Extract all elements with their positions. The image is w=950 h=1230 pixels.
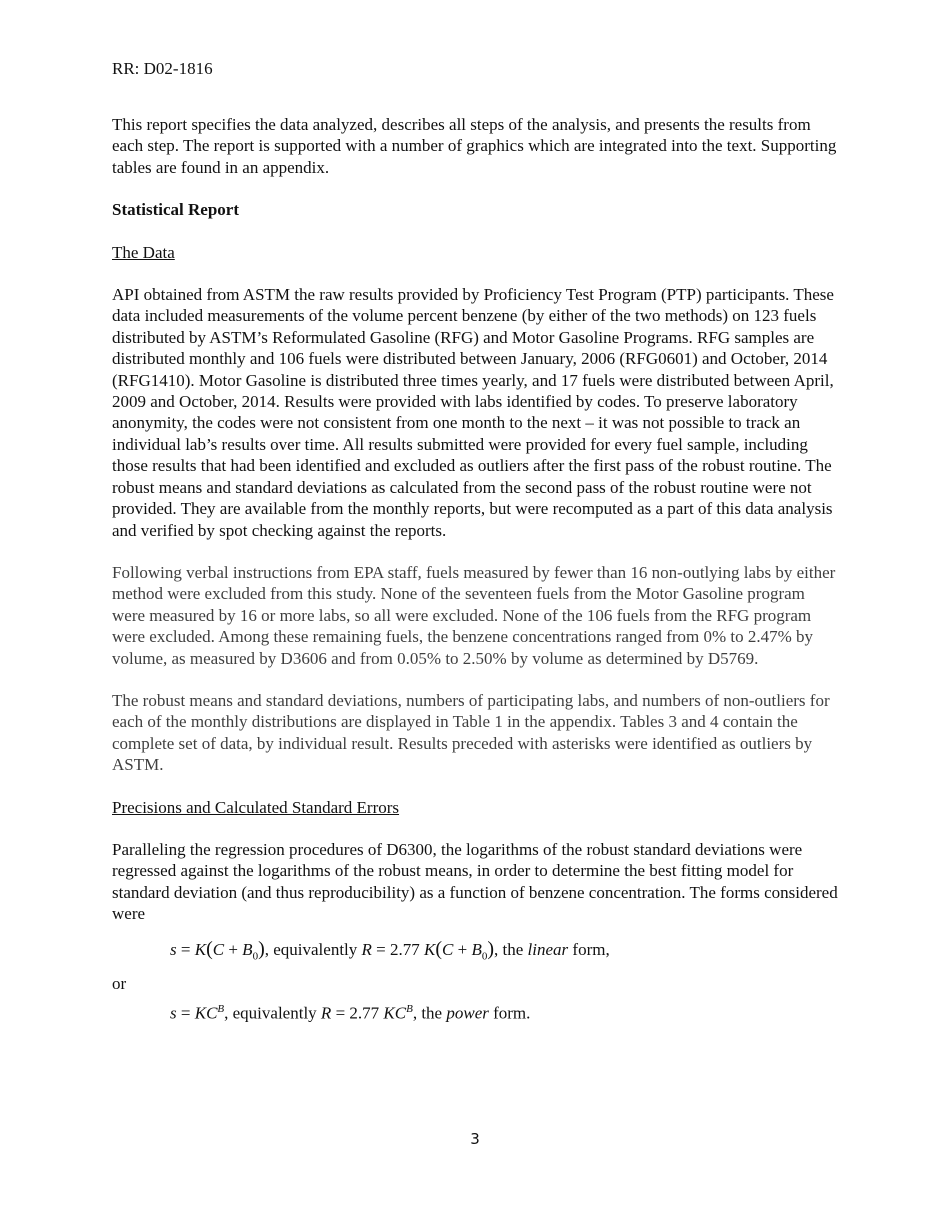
report-id-header: RR: D02-1816 <box>112 59 213 78</box>
section-title: Statistical Report <box>112 200 240 220</box>
linear-formula: $s = K(C + B_0)$, equivalently R = 2.77 $K(C + B_0)$, the linear form, <box>170 937 610 962</box>
data-subheading: The Data <box>112 242 175 262</box>
report-body <box>112 114 840 1024</box>
or-connector: or <box>112 974 127 994</box>
precision-subheading: Precisions and Calculated Standard Errors <box>112 797 400 817</box>
data-paragraph-2: Following verbal instructions from EPA staff, fuels measured by fewer than 16 non-outlying labs by either method were excluded from this study. None of the seventeen fuels from the Motor Gasoline program were measured by 16 or more labs, so all were excluded. None of the 106 fuels from the RFG program were excluded. Among these remaining fuels, the benzene concentrations ranged from 0% to 2.47% by volume, as measured by D3606 and from 0.05% to 2.50% by volume as determined by D5769. <box>112 562 836 668</box>
intro-paragraph: This report specifies the data analyzed, describes all steps of the analysis, and presents the results from each step. The report is supported with a number of graphics which are integrated into the text. Supporting tables are found in an appendix. <box>112 115 837 177</box>
data-paragraph-3: The robust means and standard deviations, numbers of participating labs, and numbers of non-outliers for each of the monthly distributions are displayed in Table 1 in the appendix. Tables 3 and 4 contain the complete set of data, by individual result. Results preceded with asterisks were identified as outliers by ASTM. <box>112 690 830 775</box>
data-paragraph-1: API obtained from ASTM the raw results provided by Proficiency Test Program (PTP) participants. These data included measurements of the volume percent benzene (by either of the two methods) on 123 fuels distributed by ASTM’s Reformulated Gasoline (RFG) and Motor Gasoline Programs. RFG samples are distributed monthly and 106 fuels were distributed between January, 2006 (RFG0601) and October, 2014 (RFG1410). Motor Gasoline is distributed three times yearly, and 17 fuels were distributed between April, 2009 and October, 2014. Results were provided with labs identified by codes. To preserve laboratory anonymity, the codes were not consistent from one month to the next – it was not possible to track an individual lab’s results over time. All results submitted were provided for every fuel sample, including those results that had been identified and excluded as outliers after the first pass of the robust routine. The robust means and standard deviations as calculated from the second pass of the robust routine were not provided. They are available from the monthly reports, but were recomputed as a part of this data analysis and verified by spot checking against the reports. <box>112 285 834 540</box>
precision-paragraph-1: Paralleling the regression procedures of D6300, the logarithms of the robust standard deviations were regressed against the logarithms of the robust means, in order to determine the best fitting model for standard deviation (and thus reproducibility) as a function of benzene concentration. The forms considered were <box>112 839 838 924</box>
page-number: 3 <box>470 1130 480 1148</box>
power-formula: $s = KC^B$, equivalently R = 2.77 $KC^B$, the power form. <box>170 1002 531 1023</box>
